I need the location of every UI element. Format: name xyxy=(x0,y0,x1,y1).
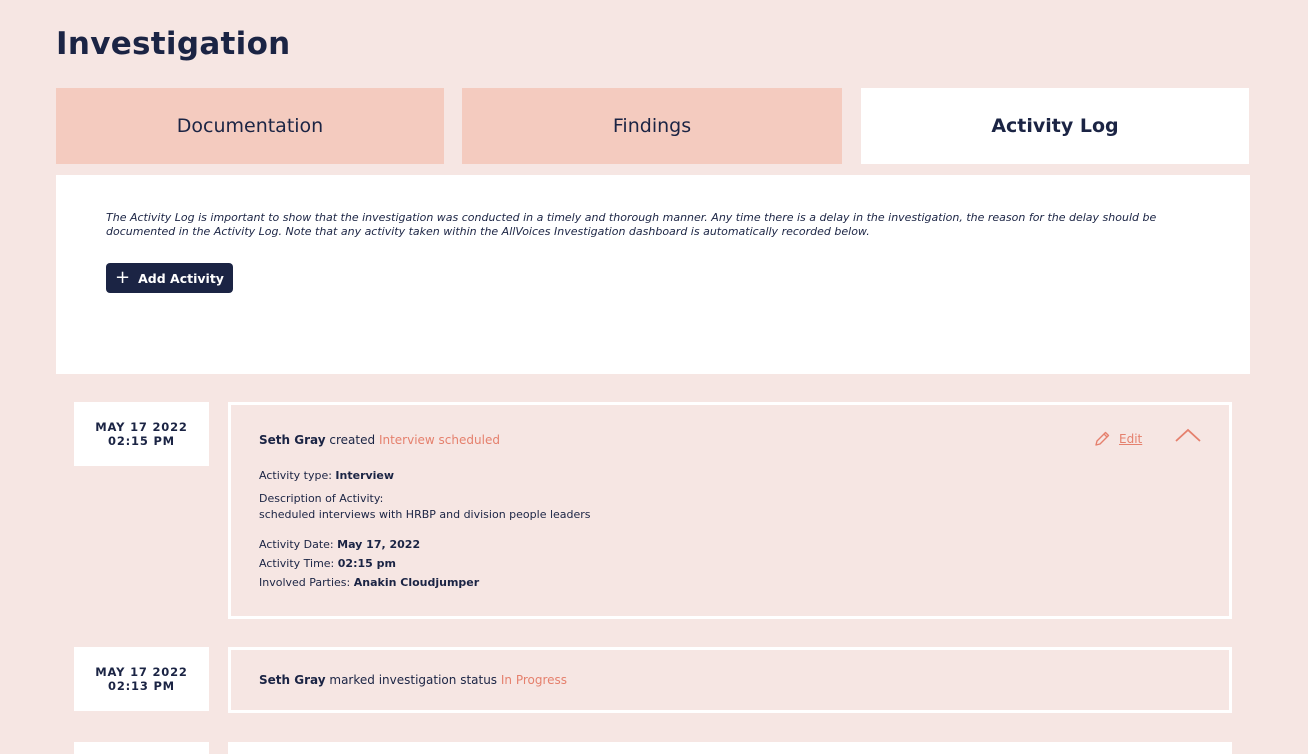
add-activity-button[interactable] xyxy=(106,263,233,293)
activity-card xyxy=(228,647,1232,713)
activity-actor: Seth Gray xyxy=(259,673,326,687)
pencil-icon xyxy=(1093,430,1111,448)
tab-findings[interactable] xyxy=(462,88,842,164)
page-title: Investigation xyxy=(56,26,291,62)
activity-log-intro-panel xyxy=(56,175,1250,374)
activity-card-partial xyxy=(228,742,1232,754)
activity-action: created xyxy=(329,433,376,447)
activity-timestamp xyxy=(74,647,209,711)
field-label: Activity Time: xyxy=(259,557,335,570)
involved-parties-row xyxy=(259,576,479,589)
field-label: Involved Parties: xyxy=(259,576,351,589)
description-label: Description of Activity: xyxy=(259,492,384,505)
activity-date: MAY 17 2022 xyxy=(95,420,188,434)
activity-date-value: May 17, 2022 xyxy=(337,538,421,551)
edit-label: Edit xyxy=(1119,432,1143,446)
tab-label: Documentation xyxy=(176,115,324,137)
activity-status-link[interactable]: In Progress xyxy=(500,673,568,687)
description-value: scheduled interviews with HRBP and division people leaders xyxy=(259,508,591,521)
activity-type-row xyxy=(259,469,394,482)
field-label: Activity Date: xyxy=(259,538,334,551)
field-label: Activity type: xyxy=(259,469,332,482)
activity-object-link[interactable]: Interview scheduled xyxy=(378,433,500,447)
activity-timestamp xyxy=(74,402,209,466)
activity-time-row xyxy=(259,557,396,570)
activity-date: MAY 17 2022 xyxy=(95,665,188,679)
activity-time: 02:13 PM xyxy=(108,679,175,693)
activity-action: marked investigation status xyxy=(329,673,498,687)
activity-type-value: Interview xyxy=(335,469,395,482)
tab-activity-log[interactable] xyxy=(861,88,1249,164)
activity-timestamp-partial xyxy=(74,742,209,754)
activity-time-value: 02:15 pm xyxy=(337,557,396,570)
involved-parties-value: Anakin Cloudjumper xyxy=(353,576,480,589)
activity-card xyxy=(228,402,1232,619)
activity-headline xyxy=(259,433,500,447)
plus-icon: + xyxy=(115,267,131,288)
tab-label: Activity Log xyxy=(991,115,1119,137)
activity-time: 02:15 PM xyxy=(108,434,175,448)
tab-documentation[interactable] xyxy=(56,88,444,164)
tab-label: Findings xyxy=(612,115,692,137)
intro-text: The Activity Log is important to show that the investigation was conducted in a timely and thorough manner. Any time there is a delay in the investigation, the reason for the delay should be documented in the Activity Log. Note that any activity taken within the AllVoices Investigation dashboard is automatically recorded below. xyxy=(106,211,1157,238)
edit-activity-button[interactable] xyxy=(1093,430,1142,448)
activity-actor: Seth Gray xyxy=(259,433,326,447)
activity-headline xyxy=(259,673,567,687)
chevron-up-icon[interactable] xyxy=(1175,427,1201,443)
add-activity-label: Add Activity xyxy=(138,270,224,286)
activity-date-row xyxy=(259,538,420,551)
